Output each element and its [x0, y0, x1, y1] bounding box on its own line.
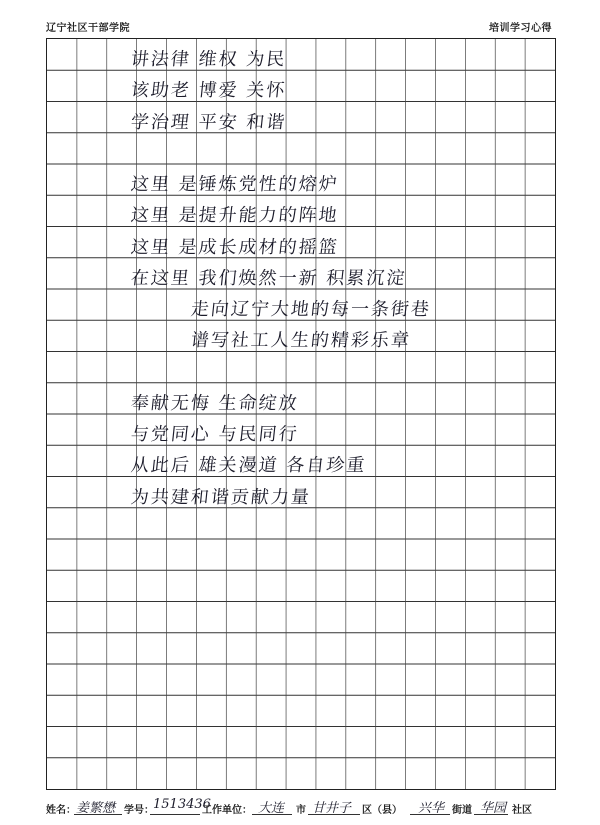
- essay-line: 这里 是锤炼党性的熔炉: [129, 174, 340, 195]
- name-underline: [74, 814, 122, 815]
- essay-line: 在这里 我们焕然一新 积累沉淀: [129, 267, 408, 289]
- essay-line: 谱写社工人生的精彩乐章: [189, 330, 412, 352]
- school-name: 辽宁社区干部学院: [46, 23, 130, 34]
- grid-lines: [47, 39, 555, 789]
- essay-line: 讲法律 维权 为民: [129, 49, 288, 70]
- district-value: 甘井子: [312, 801, 352, 816]
- name-label: 姓名：: [46, 805, 76, 816]
- essay-line: 为共建和谐贡献力量: [129, 486, 312, 508]
- essay-line: 与党同心 与民同行: [129, 424, 300, 445]
- essay-line: 从此后 雄关漫道 各自珍重: [129, 455, 368, 477]
- street-suffix: 街道: [452, 805, 472, 816]
- street-value: 兴华: [418, 801, 445, 816]
- footer-info: [0, 795, 600, 825]
- id-underline: [150, 814, 200, 815]
- essay-line: 该助老 博爱 关怀: [129, 80, 288, 102]
- essay-line: 奉献无悔 生命绽放: [129, 392, 300, 414]
- essay-line: 走向辽宁大地的每一条街巷: [189, 299, 432, 320]
- page-header: [0, 0, 600, 34]
- city-value: 大连: [258, 801, 285, 816]
- work-label: 工作单位：: [202, 805, 252, 816]
- district-suffix: 区（县）: [362, 805, 402, 816]
- community-value: 华园: [480, 801, 507, 816]
- grid-paper: [46, 38, 556, 790]
- district-underline: [308, 814, 360, 815]
- city-underline: [252, 814, 292, 815]
- essay-line: 学治理 平安 和谐: [129, 111, 288, 133]
- document-type: 培训学习心得: [489, 23, 552, 34]
- community-underline: [474, 814, 508, 815]
- city-suffix: 市: [296, 805, 306, 816]
- street-underline: [410, 814, 450, 815]
- essay-line: 这里 是成长成材的摇篮: [129, 236, 340, 258]
- id-value: 1513436: [153, 797, 211, 812]
- essay-line: 这里 是提升能力的阵地: [129, 205, 340, 227]
- name-value: 姜繁懋: [76, 801, 116, 816]
- id-label: 学号：: [124, 805, 154, 816]
- community-suffix: 社区: [512, 805, 532, 816]
